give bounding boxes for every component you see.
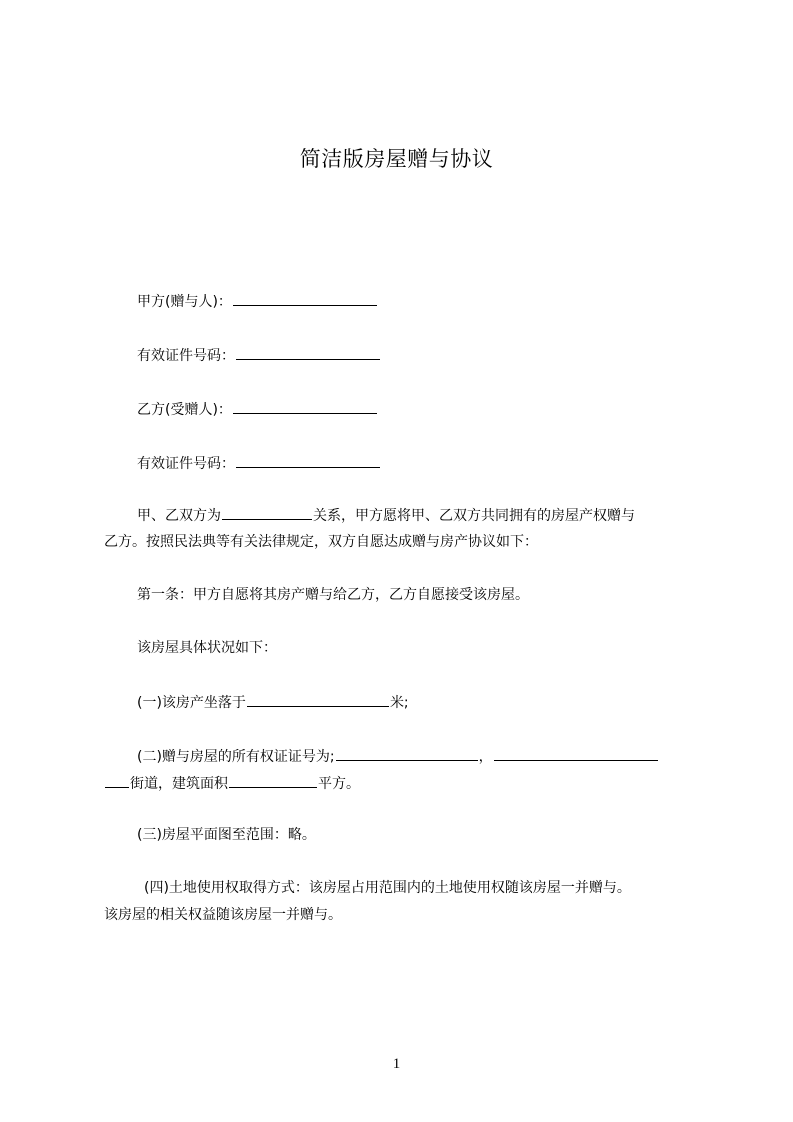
intro-part-3: 乙方。按照民法典等有关法律规定，双方自愿达成赠与房产协议如下：: [104, 534, 538, 550]
article-1: 第一条：甲方自愿将其房产赠与给乙方，乙方自愿接受该房屋。: [137, 587, 529, 603]
party-a-id-line: [137, 345, 381, 366]
party-b-id-label: 有效证件号码：: [137, 456, 235, 472]
intro-line-2: [104, 532, 538, 552]
party-b-label: 乙方(受赠人)：: [137, 402, 232, 418]
party-a-line: [137, 291, 378, 312]
location-blank: [247, 692, 389, 707]
item-1-prefix: (一)该房产坐落于: [137, 695, 246, 711]
item-2-unit: 平方。: [318, 776, 360, 792]
intro-part-1: 甲、乙双方为: [137, 508, 221, 524]
relationship-blank: [222, 505, 312, 520]
document-title: 简洁版房屋赠与协议: [299, 147, 494, 171]
page-number: 1: [392, 1056, 401, 1072]
street-blank: [105, 773, 129, 788]
item-2-street: 街道，建筑面积: [130, 776, 228, 792]
party-a-label: 甲方(赠与人)：: [137, 294, 232, 310]
status-intro: 该房屋具体状况如下：: [137, 640, 277, 656]
item-4-line-2: 该房屋的相关权益随该房屋一并赠与。: [104, 907, 342, 923]
item-3: (三)房屋平面图至范围：略。: [137, 827, 316, 843]
certificate-blank-2: [494, 746, 658, 761]
party-b-id-line: [137, 453, 381, 474]
party-a-blank: [233, 291, 377, 306]
party-a-id-blank: [236, 345, 380, 360]
party-b-blank: [233, 399, 377, 414]
area-blank: [229, 773, 317, 788]
item-1-suffix: 米;: [389, 695, 409, 711]
item-2-comma: ，: [478, 749, 493, 765]
item-2-prefix: (二)赠与房屋的所有权证证号为;: [137, 749, 335, 765]
certificate-blank-1: [336, 746, 478, 761]
party-b-id-blank: [236, 453, 380, 468]
item-4-line-1: (四)土地使用权取得方式：该房屋占用范围内的土地使用权随该房屋一并赠与。: [144, 880, 631, 896]
intro-line-1: [137, 505, 635, 526]
party-b-line: [137, 399, 378, 420]
intro-part-2: 关系，甲方愿将甲、乙双方共同拥有的房屋产权赠与: [313, 508, 635, 524]
party-a-id-label: 有效证件号码：: [137, 348, 235, 364]
item-2-line-1: [137, 746, 659, 767]
item-2-line-2: [104, 773, 360, 794]
item-1-line: [137, 692, 409, 713]
